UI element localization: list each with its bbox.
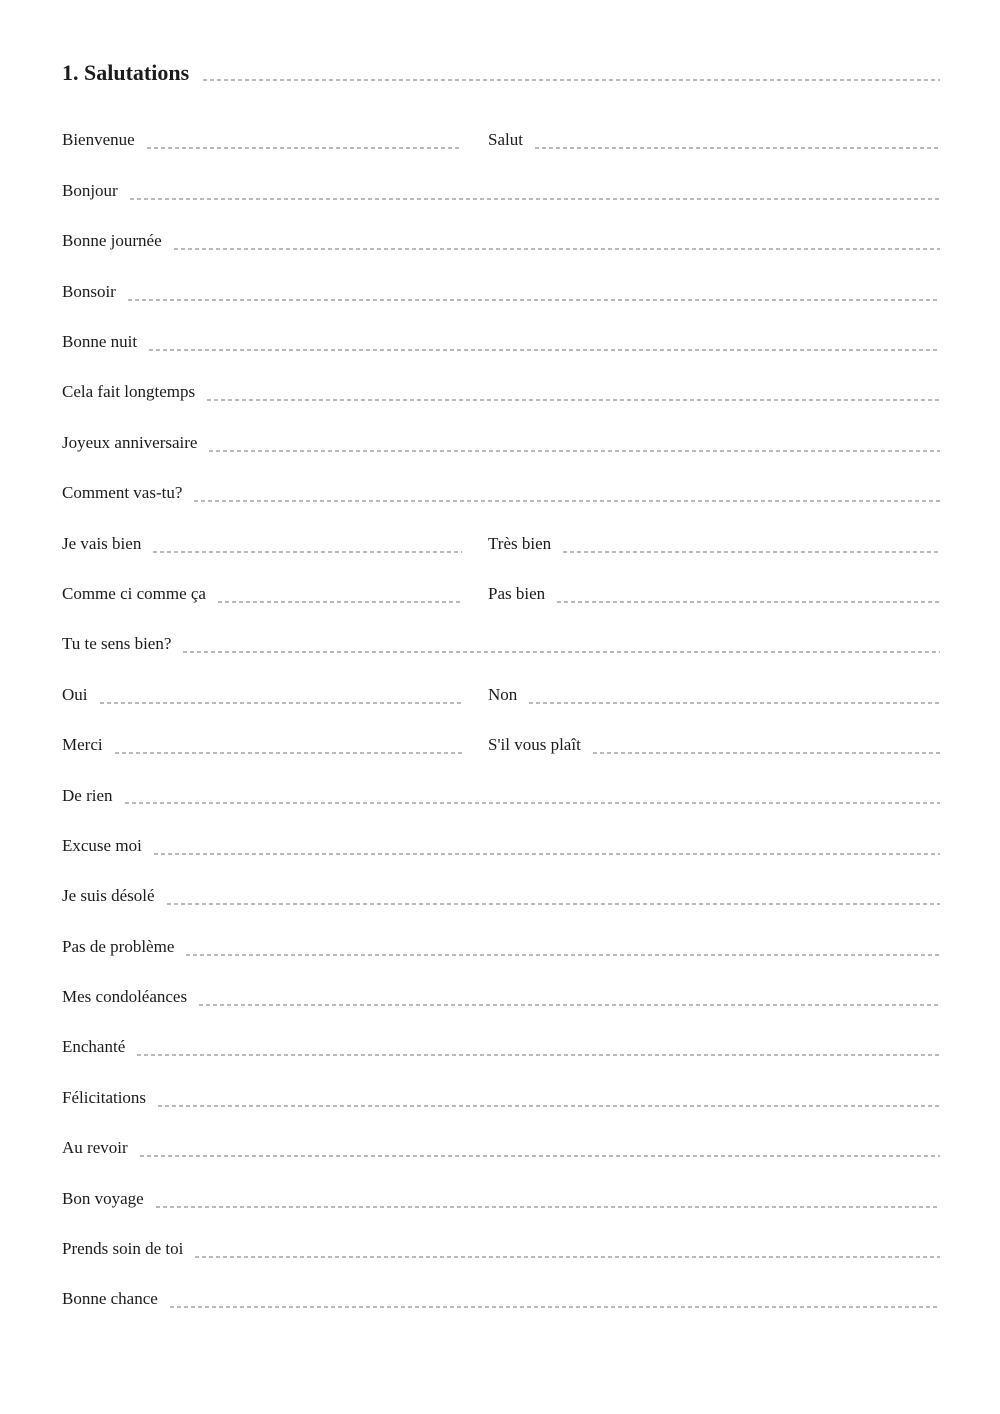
- phrase-label: Pas bien: [488, 583, 546, 603]
- phrase-cell: [62, 331, 940, 354]
- phrase-label: Bienvenue: [62, 130, 135, 150]
- phrase-label: Mes condoléances: [62, 987, 188, 1007]
- phrase-row: [62, 1009, 940, 1059]
- phrase-label: Cela fait longtemps: [62, 382, 196, 402]
- phrase-label: Joyeux anniversaire: [62, 432, 198, 452]
- phrase-label: Bon voyage: [62, 1188, 144, 1208]
- phrase-label: Merci: [62, 735, 103, 755]
- phrase-cell: [62, 180, 940, 203]
- phrase-label: Au revoir: [62, 1138, 128, 1158]
- phrase-cell: [488, 734, 940, 757]
- title-write-line: [203, 79, 940, 81]
- phrase-cell: [62, 230, 940, 253]
- phrase-row: [62, 606, 940, 656]
- phrase-label: Pas de problème: [62, 936, 175, 956]
- write-line: [218, 601, 462, 603]
- phrase-row: [62, 102, 940, 152]
- phrase-cell: [62, 381, 940, 404]
- phrase-cell: [62, 684, 462, 707]
- phrase-list: [62, 102, 940, 1311]
- phrase-row: [62, 1261, 940, 1311]
- phrase-cell: [488, 533, 940, 556]
- write-line: [593, 752, 940, 754]
- write-line: [199, 1004, 940, 1006]
- phrase-label: Bonsoir: [62, 281, 116, 301]
- section-title-row: [62, 54, 940, 86]
- phrase-row: [62, 404, 940, 454]
- phrase-cell: [62, 1087, 940, 1110]
- phrase-row: [62, 707, 940, 757]
- phrase-label: Félicitations: [62, 1087, 147, 1107]
- phrase-row: [62, 1110, 940, 1160]
- phrase-label: Comment vas-tu?: [62, 483, 183, 503]
- write-line: [535, 147, 940, 149]
- phrase-row: [62, 354, 940, 404]
- phrase-cell: [62, 936, 940, 959]
- phrase-cell: [62, 986, 940, 1009]
- phrase-row: [62, 1211, 940, 1261]
- phrase-label: De rien: [62, 785, 113, 805]
- write-line: [183, 651, 940, 653]
- write-line: [153, 551, 462, 553]
- phrase-row: [62, 959, 940, 1009]
- phrase-cell: [62, 1137, 940, 1160]
- phrase-cell: [62, 533, 462, 556]
- phrase-row: [62, 253, 940, 303]
- write-line: [158, 1105, 940, 1107]
- write-line: [186, 954, 940, 956]
- phrase-cell: [62, 734, 462, 757]
- phrase-row: [62, 1160, 940, 1210]
- phrase-cell: [62, 432, 940, 455]
- phrase-row: [62, 455, 940, 505]
- phrase-row: [62, 203, 940, 253]
- write-line: [130, 198, 940, 200]
- phrase-label: Très bien: [488, 533, 552, 553]
- phrase-row: [62, 505, 940, 555]
- phrase-cell: [62, 482, 940, 505]
- phrase-row: [62, 304, 940, 354]
- write-line: [154, 853, 940, 855]
- write-line: [209, 450, 940, 452]
- write-line: [167, 903, 940, 905]
- section-title: 1. Salutations: [62, 59, 190, 85]
- write-line: [195, 1256, 940, 1258]
- phrase-label: Excuse moi: [62, 835, 142, 855]
- phrase-label: Enchanté: [62, 1037, 126, 1057]
- write-line: [563, 551, 940, 553]
- phrase-label: Je suis désolé: [62, 886, 155, 906]
- phrase-label: Bonjour: [62, 180, 118, 200]
- phrase-row: [62, 656, 940, 706]
- write-line: [115, 752, 462, 754]
- phrase-label: Prends soin de toi: [62, 1239, 184, 1259]
- phrase-cell: [488, 684, 940, 707]
- write-line: [156, 1206, 940, 1208]
- phrase-label: Bonne journée: [62, 231, 162, 251]
- phrase-label: Oui: [62, 684, 88, 704]
- phrase-row: [62, 1059, 940, 1109]
- phrase-cell: [62, 785, 940, 808]
- phrase-cell: [62, 1288, 940, 1311]
- write-line: [529, 702, 940, 704]
- phrase-label: Bonne nuit: [62, 332, 138, 352]
- phrase-cell: [62, 281, 940, 304]
- phrase-label: S'il vous plaît: [488, 735, 581, 755]
- phrase-row: [62, 858, 940, 908]
- write-line: [137, 1054, 940, 1056]
- phrase-label: Salut: [488, 130, 523, 150]
- phrase-cell: [62, 1188, 940, 1211]
- phrase-cell: [62, 1036, 940, 1059]
- phrase-label: Tu te sens bien?: [62, 634, 172, 654]
- phrase-label: Non: [488, 684, 518, 704]
- phrase-cell: [62, 129, 462, 152]
- write-line: [149, 349, 940, 351]
- phrase-row: [62, 908, 940, 958]
- write-line: [100, 702, 463, 704]
- write-line: [128, 299, 940, 301]
- write-line: [174, 248, 940, 250]
- phrase-cell: [62, 583, 462, 606]
- write-line: [194, 500, 940, 502]
- phrase-label: Je vais bien: [62, 533, 142, 553]
- write-line: [140, 1155, 940, 1157]
- phrase-cell: [62, 1238, 940, 1261]
- phrase-row: [62, 152, 940, 202]
- phrase-cell: [62, 885, 940, 908]
- write-line: [147, 147, 462, 149]
- phrase-row: [62, 757, 940, 807]
- phrase-cell: [62, 633, 940, 656]
- phrase-cell: [488, 129, 940, 152]
- write-line: [125, 802, 940, 804]
- write-line: [207, 399, 940, 401]
- phrase-row: [62, 807, 940, 857]
- phrase-label: Comme ci comme ça: [62, 583, 206, 603]
- phrase-cell: [488, 583, 940, 606]
- phrase-cell: [62, 835, 940, 858]
- write-line: [557, 601, 940, 603]
- write-line: [170, 1306, 940, 1308]
- phrase-row: [62, 556, 940, 606]
- phrase-label: Bonne chance: [62, 1289, 158, 1309]
